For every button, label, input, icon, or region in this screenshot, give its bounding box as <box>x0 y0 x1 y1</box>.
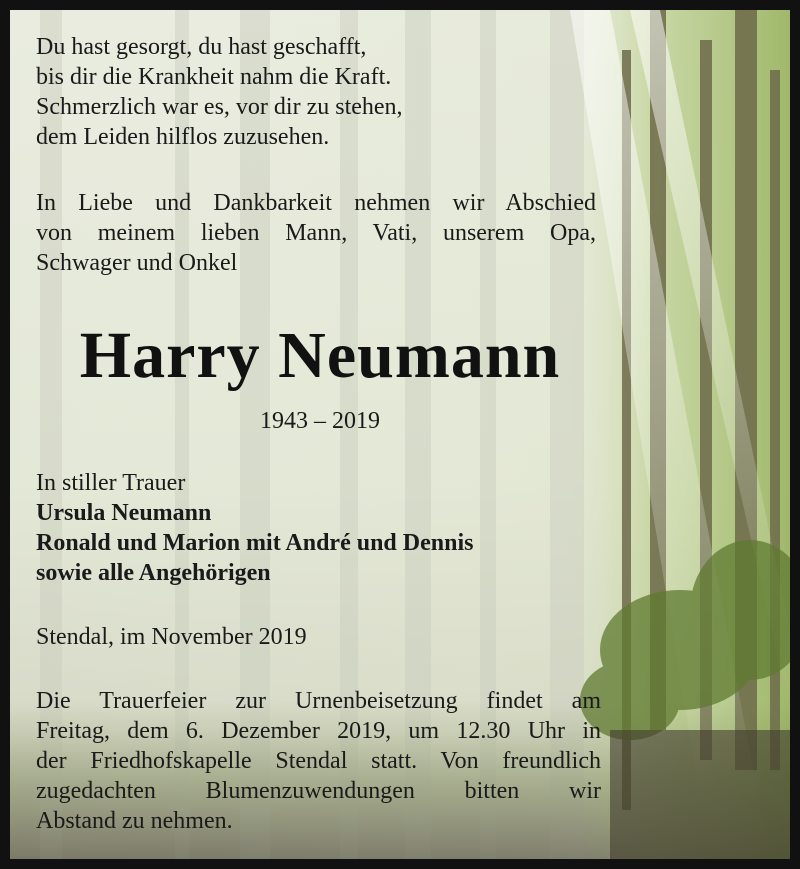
funeral-info-line: Freitag, dem 6. Dezember 2019, um 12.30 Uhr in <box>36 718 601 744</box>
poem-line: Schmerzlich war es, vor dir zu stehen, <box>36 94 403 120</box>
mourner-name: Ronald und Marion mit André und Dennis <box>36 530 474 556</box>
place-date: Stendal, im November 2019 <box>36 624 307 650</box>
mourners <box>36 468 473 588</box>
poem-line: bis dir die Krankheit nahm die Kraft. <box>36 64 392 90</box>
poem-line: Du hast gesorgt, du hast geschafft, <box>36 34 367 60</box>
funeral-info-line: Die Trauerfeier zur Urnenbeisetzung findet am <box>36 688 601 714</box>
funeral-info-line: Abstand zu nehmen. <box>36 808 233 834</box>
farewell-line: In Liebe und Dankbarkeit nehmen wir Abschied <box>36 190 596 216</box>
deceased-name: Harry Neumann <box>79 319 561 392</box>
life-dates: 1943 – 2019 <box>260 408 380 434</box>
poem-line: dem Leiden hilflos zuzusehen. <box>36 124 330 150</box>
farewell-text <box>36 188 596 278</box>
farewell-line: Schwager und Onkel <box>36 250 238 276</box>
funeral-info <box>36 686 601 836</box>
funeral-info-line: der Friedhofskapelle Stendal statt. Von freundlich <box>36 748 601 774</box>
mourner-name: sowie alle Angehörigen <box>36 560 271 586</box>
mourner-name: Ursula Neumann <box>36 500 212 526</box>
poem <box>36 32 403 152</box>
funeral-info-line: zugedachten Blumenzuwendungen bitten wir <box>36 778 601 804</box>
mourners-intro: In stiller Trauer <box>36 470 186 496</box>
farewell-line: von meinem lieben Mann, Vati, unserem Opa, <box>36 220 596 246</box>
